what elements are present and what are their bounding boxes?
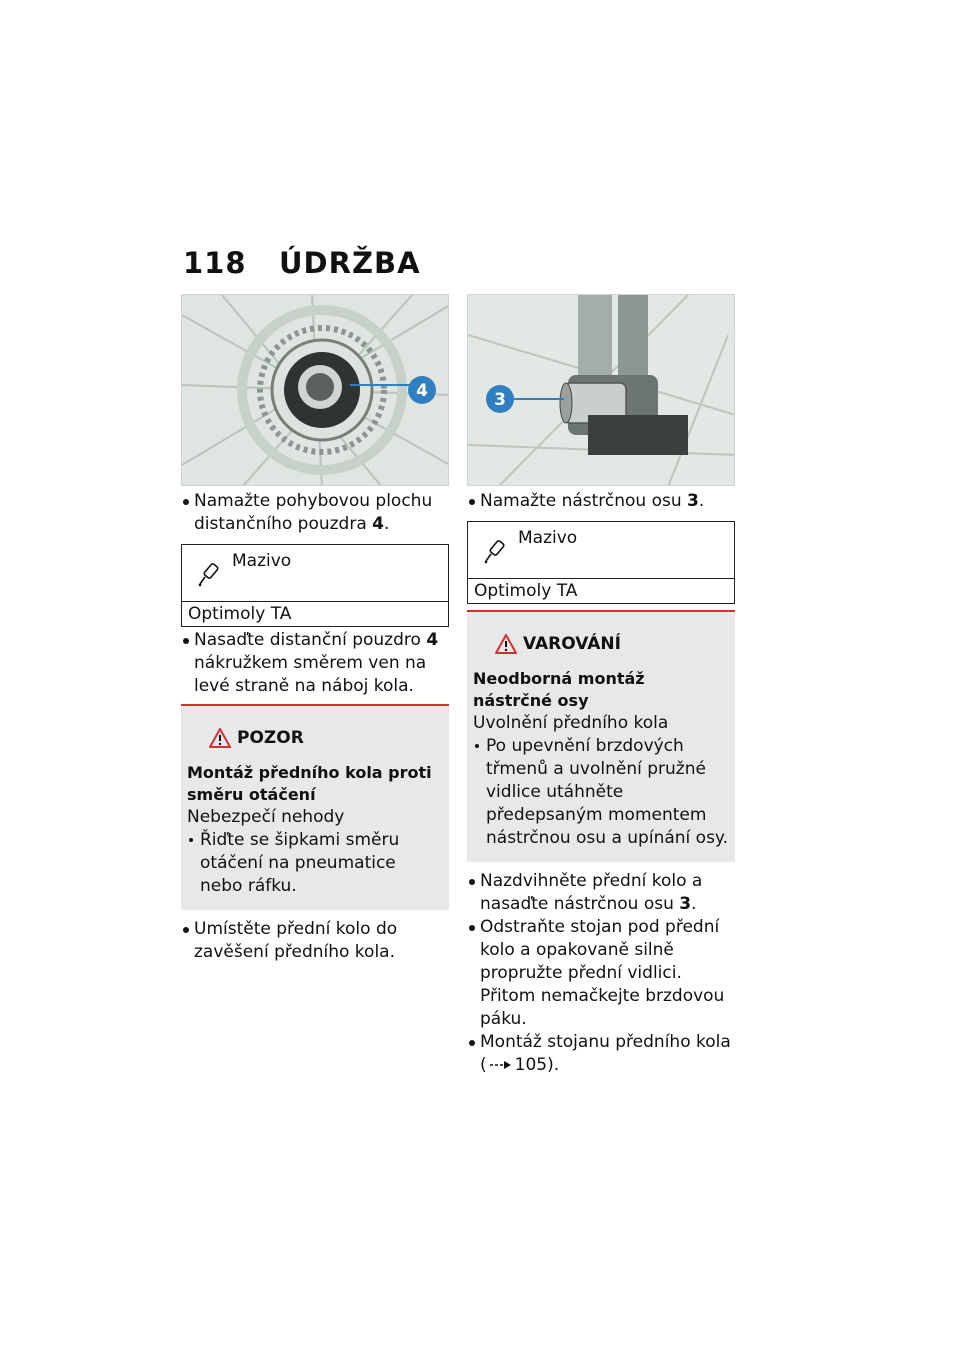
ref-4: 4 bbox=[372, 514, 384, 534]
page-header bbox=[183, 246, 421, 280]
step-place-wheel: Umístěte přední kolo do zavěšení předního kola. bbox=[181, 918, 449, 964]
warning-subtitle: Neodborná montáž nástrčné osy bbox=[473, 669, 645, 710]
step-mount-stand: Montáž stojanu předního kola ( 105). bbox=[467, 1031, 735, 1077]
grease-gun-icon bbox=[198, 561, 224, 587]
caution-subtitle: Montáž předního kola proti směru otáčení bbox=[187, 763, 432, 804]
wheel-hub-illustration bbox=[182, 295, 449, 486]
caution-title: POZOR bbox=[237, 728, 304, 748]
wheel-hub-photo bbox=[181, 294, 449, 486]
step-insert-axle: Nazdvihněte přední kolo a nasaďte nástrčnou osu 3. bbox=[467, 870, 735, 916]
right-column bbox=[467, 294, 735, 1077]
lubricant-label: Mazivo bbox=[232, 551, 292, 571]
callout-3: 3 bbox=[494, 390, 506, 410]
caution-risk: Nebezpečí nehody bbox=[187, 807, 345, 827]
page-reference-105[interactable]: 105 bbox=[514, 1055, 548, 1075]
warning-instruction: Po upevnění brzdových třmenů a uvolnění pružné vidlice utáhněte předepsaným momentem nástrčnou osu a upínání osy. bbox=[473, 735, 729, 850]
step-remove-stand: Odstraňte stojan pod přední kolo a opakovaně silně propružte přední vidlici. Přitom nemačkejte brzdovou páku. bbox=[467, 916, 735, 1031]
lubricant-name: Optimoly TA bbox=[182, 601, 448, 626]
callout-4: 4 bbox=[416, 381, 428, 401]
ref-3: 3 bbox=[687, 491, 699, 511]
page-reference-arrow-icon bbox=[490, 1060, 512, 1070]
ref-3: 3 bbox=[679, 894, 692, 914]
left-column bbox=[181, 294, 449, 964]
warning-title: VAROVÁNÍ bbox=[523, 634, 621, 654]
grease-gun-icon bbox=[484, 538, 510, 564]
ref-4: 4 bbox=[426, 630, 439, 650]
lubricant-box bbox=[181, 544, 449, 627]
warning-triangle-icon bbox=[495, 634, 517, 654]
warning-risk: Uvolnění předního kola bbox=[473, 713, 669, 733]
section-title: ÚDRŽBA bbox=[279, 246, 421, 280]
warning-box bbox=[467, 612, 735, 862]
axle-photo bbox=[467, 294, 735, 486]
lubricant-name: Optimoly TA bbox=[468, 578, 734, 603]
lubricant-box bbox=[467, 521, 735, 604]
caution-box bbox=[181, 706, 449, 910]
lubricant-label: Mazivo bbox=[518, 528, 578, 548]
step-lubricate-axle: Namažte nástrčnou osu 3. bbox=[467, 490, 735, 513]
caution-instruction: Řiďte se šipkami směru otáčení na pneumatice nebo ráfku. bbox=[187, 829, 443, 898]
step-lubricate-sleeve: Namažte pohybovou plochu distančního pouzdra 4. bbox=[181, 490, 449, 536]
warning-triangle-icon bbox=[209, 728, 231, 748]
axle-illustration bbox=[468, 295, 735, 486]
page-number: 118 bbox=[183, 246, 247, 280]
step-fit-sleeve: Nasaďte distanční pouzdro 4 nákružkem směrem ven na levé straně na náboj kola. bbox=[181, 629, 449, 698]
